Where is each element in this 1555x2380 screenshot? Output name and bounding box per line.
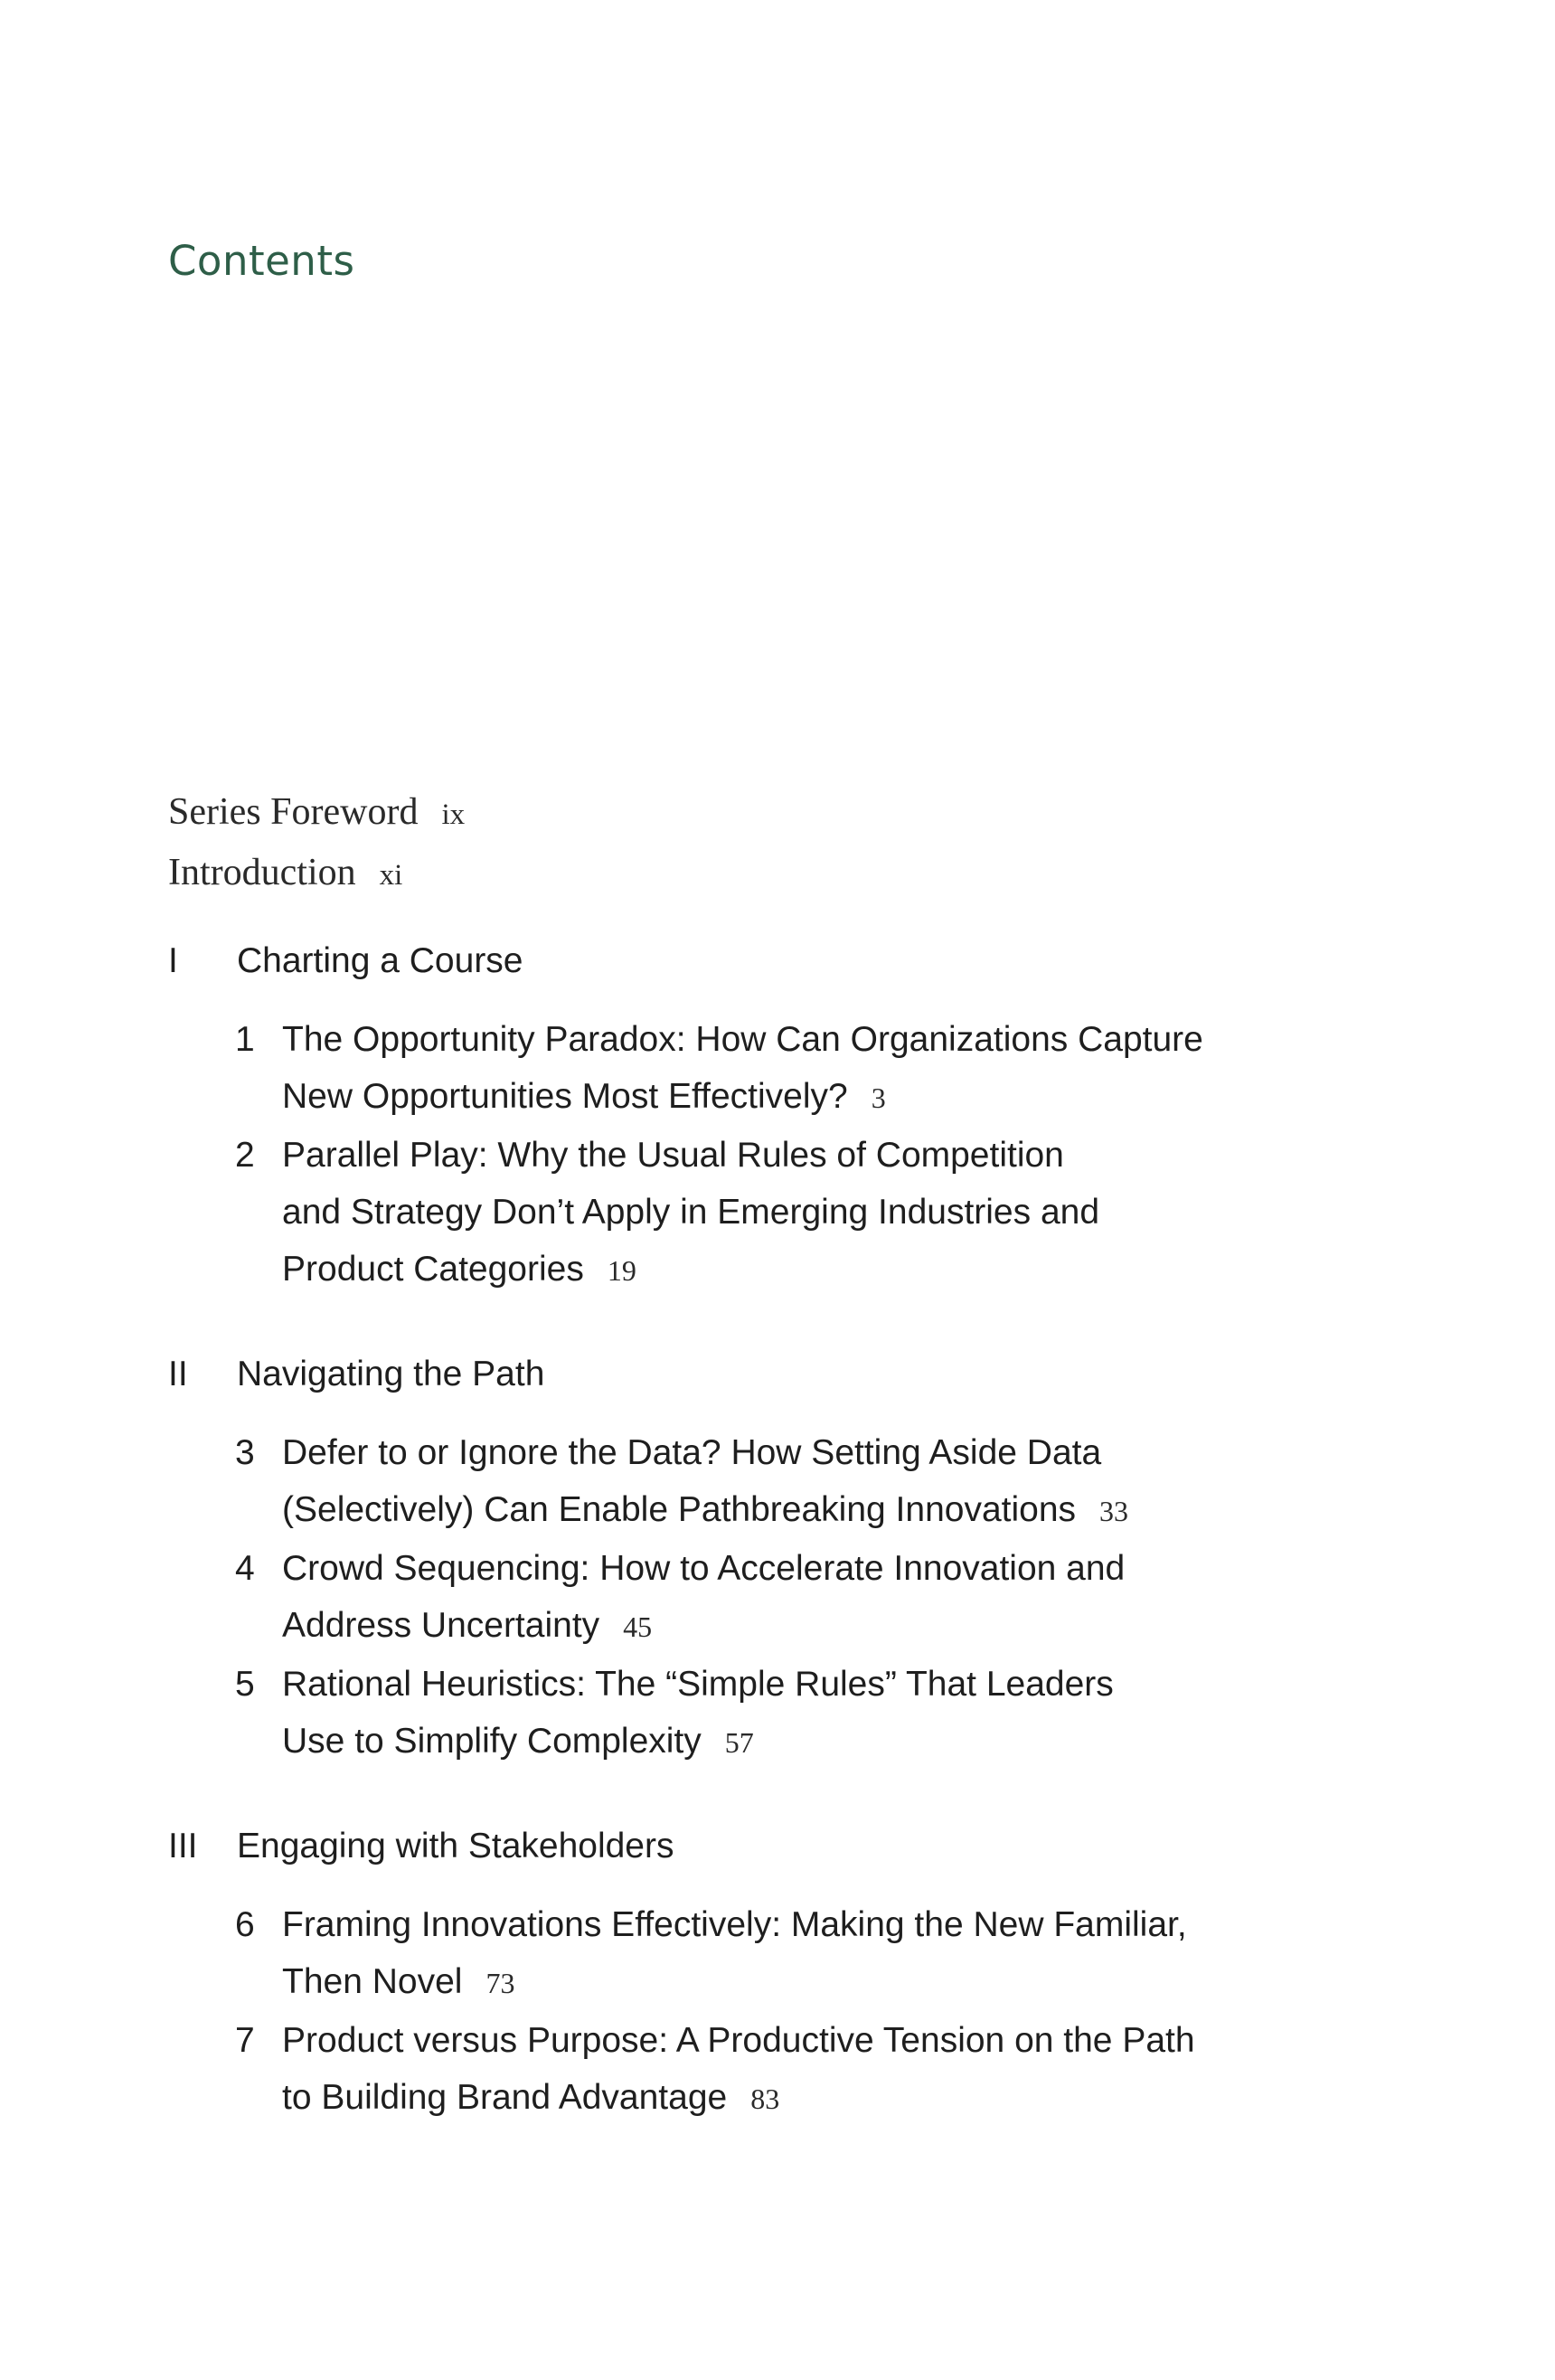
chapter-number: 1	[235, 1020, 255, 1059]
chapter-number: 7	[235, 2021, 255, 2060]
chapter-title-line: Parallel Play: Why the Usual Rules of Competition	[282, 1136, 1064, 1175]
chapter-title-line	[282, 1713, 1380, 1771]
front-matter-page: xi	[379, 859, 403, 892]
chapter-list	[168, 1424, 1380, 1771]
part-number: III	[168, 1827, 198, 1865]
part-heading	[168, 933, 1380, 989]
chapter-title-text: (Selectively) Can Enable Pathbreaking Innovations	[282, 1490, 1077, 1529]
table-of-contents	[168, 933, 1380, 2175]
front-matter-entry	[168, 844, 465, 904]
part-section	[168, 1346, 1380, 1771]
chapter-page: 57	[724, 1726, 754, 1759]
chapter-page: 45	[623, 1610, 653, 1643]
chapter-title-line: Framing Innovations Effectively: Making the New Familiar,	[282, 1905, 1187, 1944]
chapter-entry	[168, 1011, 1380, 1127]
chapter-title-line	[282, 1241, 1380, 1299]
part-title: Navigating the Path	[237, 1355, 545, 1393]
chapter-title-text: Use to Simplify Complexity	[282, 1722, 702, 1761]
chapter-title-line: Product versus Purpose: A Productive Tension on the Path	[282, 2021, 1195, 2060]
part-number: I	[168, 941, 178, 980]
chapter-title-line: Crowd Sequencing: How to Accelerate Innovation and	[282, 1549, 1126, 1588]
chapter-title-line	[282, 1953, 1380, 2012]
chapter-title-line: Defer to or Ignore the Data? How Setting Aside Data	[282, 1433, 1102, 1472]
page-title: Contents	[168, 237, 355, 285]
chapter-title-line: Rational Heuristics: The “Simple Rules” That Leaders	[282, 1665, 1114, 1704]
part-section	[168, 1818, 1380, 2128]
part-number: II	[168, 1355, 188, 1393]
chapter-title-text: Address Uncertainty	[282, 1606, 600, 1645]
chapter-title-line	[282, 1597, 1380, 1656]
chapter-entry	[168, 1127, 1380, 1299]
chapter-title-line: and Strategy Don’t Apply in Emerging Industries and	[282, 1193, 1100, 1232]
chapter-page: 3	[871, 1081, 886, 1114]
part-title: Engaging with Stakeholders	[237, 1827, 674, 1865]
chapter-number: 4	[235, 1549, 255, 1588]
part-heading	[168, 1346, 1380, 1402]
chapter-number: 3	[235, 1433, 255, 1472]
part-heading	[168, 1818, 1380, 1875]
chapter-entry	[168, 1424, 1380, 1540]
front-matter-page: ix	[441, 798, 466, 831]
chapter-page: 33	[1099, 1495, 1129, 1527]
chapter-number: 5	[235, 1665, 255, 1704]
chapter-list	[168, 1011, 1380, 1299]
chapter-entry	[168, 2012, 1380, 2128]
front-matter-entry	[168, 783, 465, 844]
chapter-title-text: Product Categories	[282, 1250, 584, 1289]
front-matter-label: Series Foreword	[168, 791, 419, 833]
chapter-list	[168, 1896, 1380, 2128]
chapter-number: 2	[235, 1136, 255, 1175]
chapter-title-text: New Opportunities Most Effectively?	[282, 1077, 848, 1116]
part-title: Charting a Course	[237, 941, 523, 980]
chapter-page: 73	[485, 1967, 515, 1999]
chapter-entry	[168, 1656, 1380, 1771]
chapter-title-text: Then Novel	[282, 1962, 463, 2001]
chapter-number: 6	[235, 1905, 255, 1944]
chapter-title-line	[282, 1481, 1380, 1540]
chapter-title-text: to Building Brand Advantage	[282, 2078, 728, 2117]
part-section	[168, 933, 1380, 1299]
front-matter-label: Introduction	[168, 852, 356, 893]
chapter-title-line: The Opportunity Paradox: How Can Organizations Capture	[282, 1020, 1203, 1059]
chapter-page: 19	[607, 1254, 636, 1287]
chapter-page: 83	[750, 2082, 780, 2115]
chapter-title-line	[282, 2069, 1380, 2128]
front-matter-list	[168, 783, 465, 904]
chapter-title-line	[282, 1068, 1380, 1127]
chapter-entry	[168, 1896, 1380, 2012]
chapter-entry	[168, 1540, 1380, 1656]
